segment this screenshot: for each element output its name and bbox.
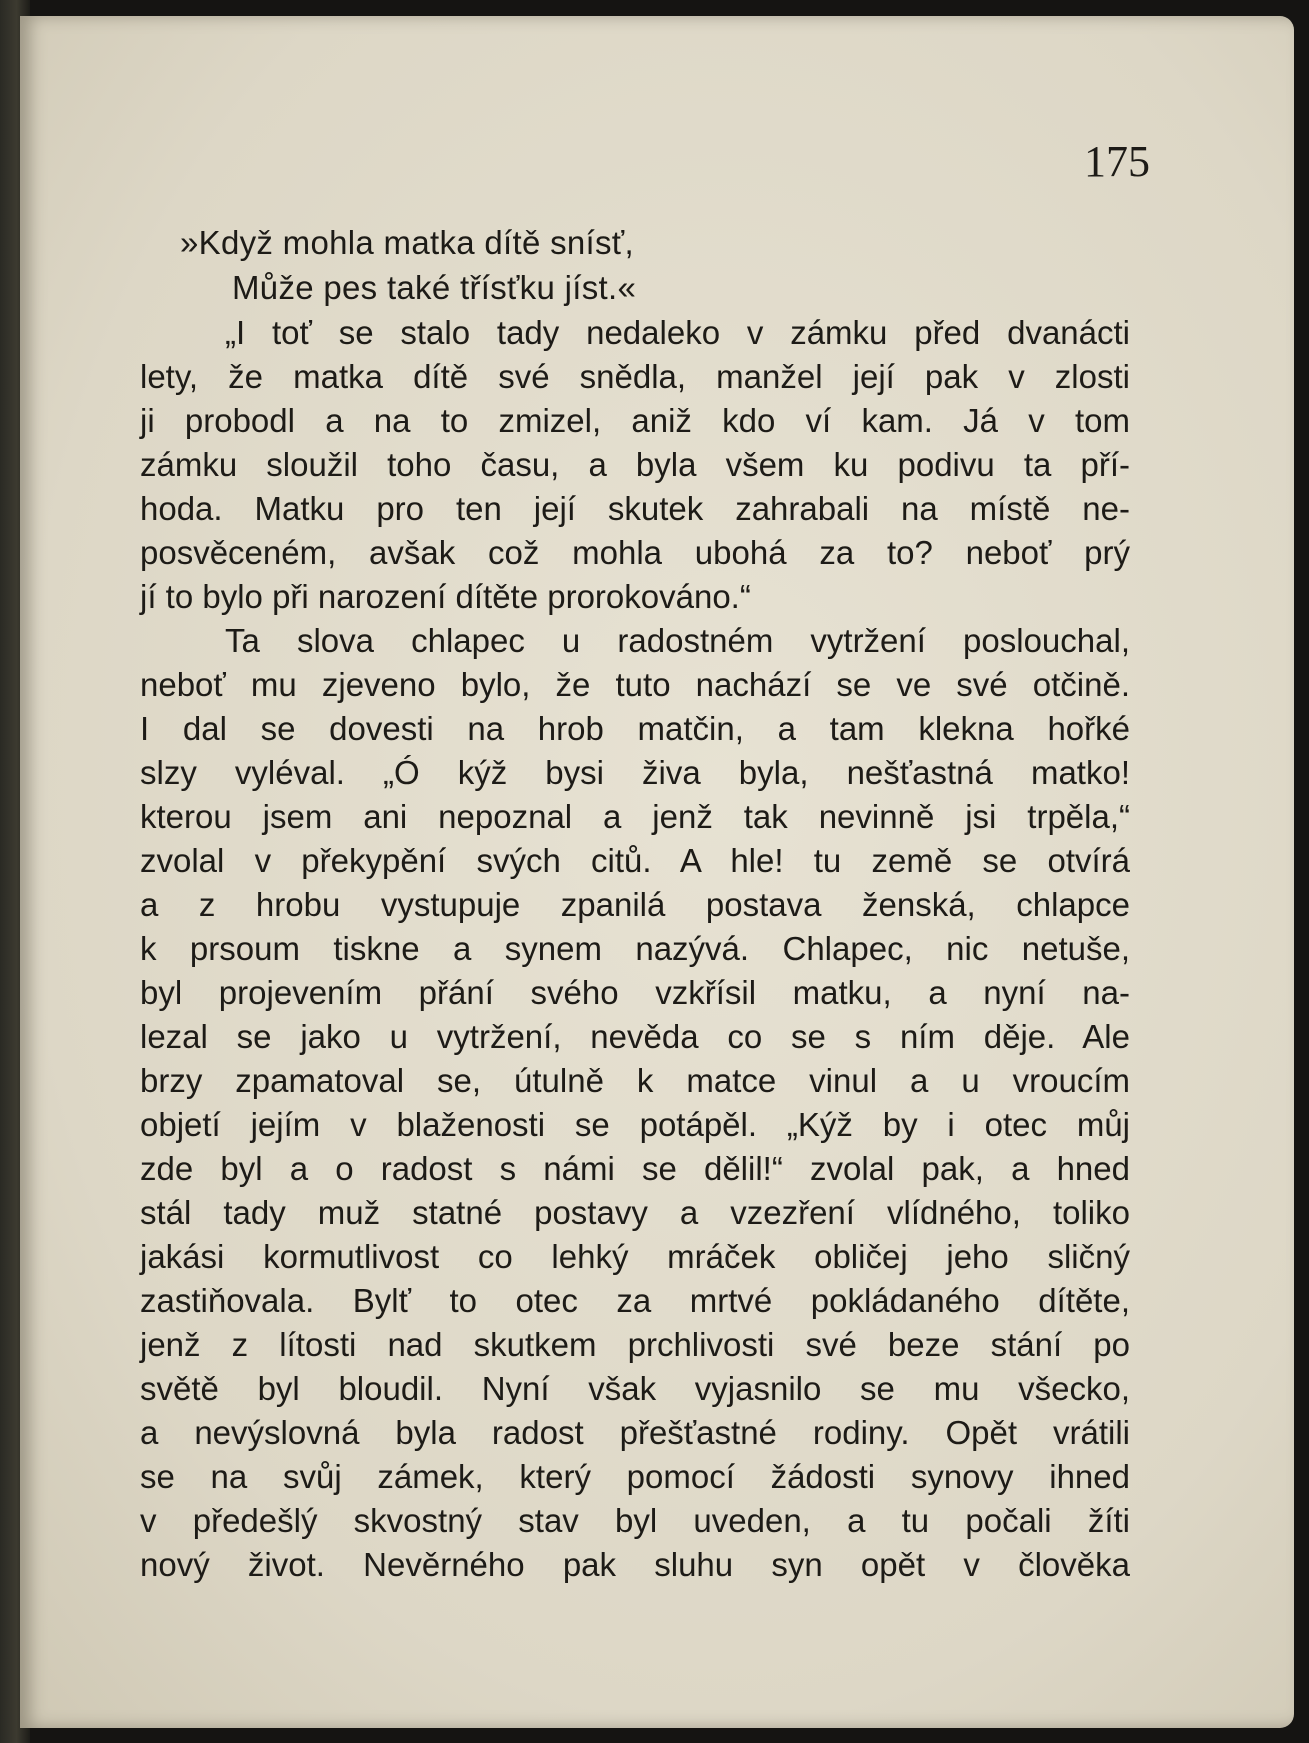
text-line: a z hrobu vystupuje zpanilá postava ženská, chlapce	[140, 886, 1130, 923]
text-line: stál tady muž statné postavy a vzezření vlídného, toliko	[140, 1194, 1130, 1231]
text-line: „I toť se stalo tady nedaleko v zámku před dvanácti	[225, 314, 1130, 351]
text-line: jakási kormutlivost co lehký mráček obličej jeho sličný	[140, 1238, 1130, 1275]
text-line: slzy vyléval. „Ó kýž bysi živa byla, nešťastná matko!	[140, 754, 1130, 791]
page-number: 175	[1084, 137, 1150, 186]
text-line: hoda. Matku pro ten její skutek zahrabali na místě ne-	[140, 490, 1130, 527]
text-line: lezal se jako u vytržení, nevěda co se s ním děje. Ale	[140, 1018, 1130, 1055]
text-line: brzy zpamatoval se, útulně k matce vinul a u vroucím	[140, 1062, 1130, 1099]
text-line: nový život. Nevěrného pak sluhu syn opět v člověka	[140, 1546, 1130, 1583]
text-line: posvěceném, avšak což mohla ubohá za to? neboť prý	[140, 534, 1130, 571]
text-line: v předešlý skvostný stav byl uveden, a tu počali žíti	[140, 1502, 1130, 1539]
text-line: světě byl bloudil. Nyní však vyjasnilo se mu všecko,	[140, 1370, 1130, 1407]
text-line: jí to bylo při narození dítěte prorokováno.“	[140, 578, 751, 615]
text-line: jenž z lítosti nad skutkem prchlivosti své beze stání po	[140, 1326, 1130, 1363]
text-line: I dal se dovesti na hrob matčin, a tam klekna hořké	[140, 710, 1130, 747]
body-text	[140, 311, 1130, 1587]
text-line: se na svůj zámek, který pomocí žádosti synovy ihned	[140, 1458, 1130, 1495]
text-line: zvolal v překypění svých citů. A hle! tu země se otvírá	[140, 842, 1130, 879]
text-line: k prsoum tiskne a synem nazývá. Chlapec, nic netuše,	[140, 930, 1130, 967]
page-paper	[20, 16, 1294, 1728]
text-line: Ta slova chlapec u radostném vytržení poslouchal,	[225, 622, 1130, 659]
text-line: zámku sloužil toho času, a byla všem ku podivu ta pří-	[140, 446, 1130, 483]
text-line: lety, že matka dítě své snědla, manžel její pak v zlosti	[140, 358, 1130, 395]
text-line: byl projevením přání svého vzkřísil matku, a nyní na-	[140, 974, 1130, 1011]
text-line: zde byl a o radost s námi se dělil!“ zvolal pak, a hned	[140, 1150, 1130, 1187]
text-line: neboť mu zjeveno bylo, že tuto nachází se ve své otčině.	[140, 666, 1130, 703]
verse-line: »Když mohla matka dítě snísť,	[180, 224, 634, 261]
text-line: ji probodl a na to zmizel, aniž kdo ví kam. Já v tom	[140, 402, 1130, 439]
text-line: zastiňovala. Bylť to otec za mrtvé pokládaného dítěte,	[140, 1282, 1130, 1319]
text-line: a nevýslovná byla radost přešťastné rodiny. Opět vrátili	[140, 1414, 1130, 1451]
text-line: objetí jejím v blaženosti se potápěl. „Kýž by i otec můj	[140, 1106, 1130, 1143]
text-line: kterou jsem ani nepoznal a jenž tak nevinně jsi trpěla,“	[140, 798, 1130, 835]
verse-line: Může pes také třísťku jíst.«	[232, 269, 637, 306]
